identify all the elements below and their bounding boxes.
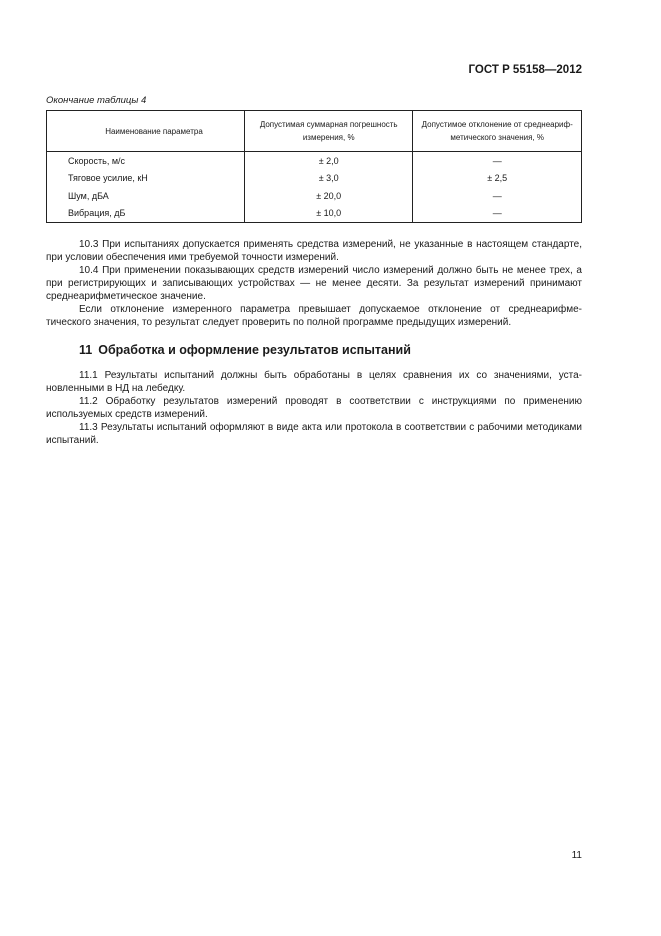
- paragraph-11-3: 11.3 Результаты испытаний оформляют в виде акта или протокола в соответствии с рабочими методиками испытаний.: [46, 422, 582, 446]
- parameter-error: ± 10,0: [244, 205, 412, 223]
- parameter-error: ± 3,0: [244, 170, 412, 188]
- paragraph-11-2: 11.2 Обработку результатов измерений проводят в соответствии с инструкциями по применению используемых средств измерений.: [46, 396, 582, 420]
- parameter-deviation: —: [413, 205, 582, 223]
- paragraph-10-4-note: Если отклонение измеренного параметра превышает допускаемое отклонение от среднеарифме-тического значения, то результат следует проверить по полной программе предыдущих измерений.: [46, 304, 582, 328]
- parameter-deviation: —: [413, 152, 582, 170]
- section-11-body: [46, 369, 582, 447]
- parameter-name: Шум, дБА: [47, 187, 245, 205]
- document-code: ГОСТ Р 55158—2012: [468, 64, 582, 76]
- section-11-title: [79, 343, 411, 357]
- parameter-name: Скорость, м/с: [47, 152, 245, 170]
- table-row: [47, 152, 582, 170]
- page-number: 11: [571, 850, 582, 861]
- paragraph-10-3: 10.3 При испытаниях допускается применять средства измерений, не указанные в настоящем стандарте, при условии обеспечения ими требуемой точности измерений.: [46, 239, 582, 263]
- parameter-name: Тяговое усилие, кН: [47, 170, 245, 188]
- table-row: [47, 187, 582, 205]
- section-10-body: [46, 238, 582, 329]
- parameter-deviation: ± 2,5: [413, 170, 582, 188]
- column-header-error: Допустимая суммарная погрешность измерения, %: [244, 111, 412, 152]
- section-heading: Обработка и оформление результатов испытаний: [98, 343, 411, 357]
- parameter-deviation: —: [413, 187, 582, 205]
- parameter-name: Вибрация, дБ: [47, 205, 245, 223]
- column-header-deviation: Допустимое отклонение от среднеариф-метического значения, %: [413, 111, 582, 152]
- column-header-parameter: Наименование параметра: [47, 111, 245, 152]
- parameter-error: ± 20,0: [244, 187, 412, 205]
- paragraph-10-4: 10.4 При применении показывающих средств измерений число измерений должно быть не менее трех, а при регистрирующих и записывающих устройствах — не менее десяти. За результат измерений принимают среднеарифметическое значение.: [46, 265, 582, 302]
- table-caption: Окончание таблицы 4: [46, 95, 147, 106]
- paragraph-11-1: 11.1 Результаты испытаний должны быть обработаны в целях сравнения их со значениями, уста-новленными в НД на лебедку.: [46, 370, 582, 394]
- parameter-error: ± 2,0: [244, 152, 412, 170]
- section-number: 11: [79, 343, 93, 357]
- parameters-table: [46, 110, 582, 223]
- table-row: [47, 205, 582, 223]
- table-header-row: [47, 111, 582, 152]
- table-row: [47, 170, 582, 188]
